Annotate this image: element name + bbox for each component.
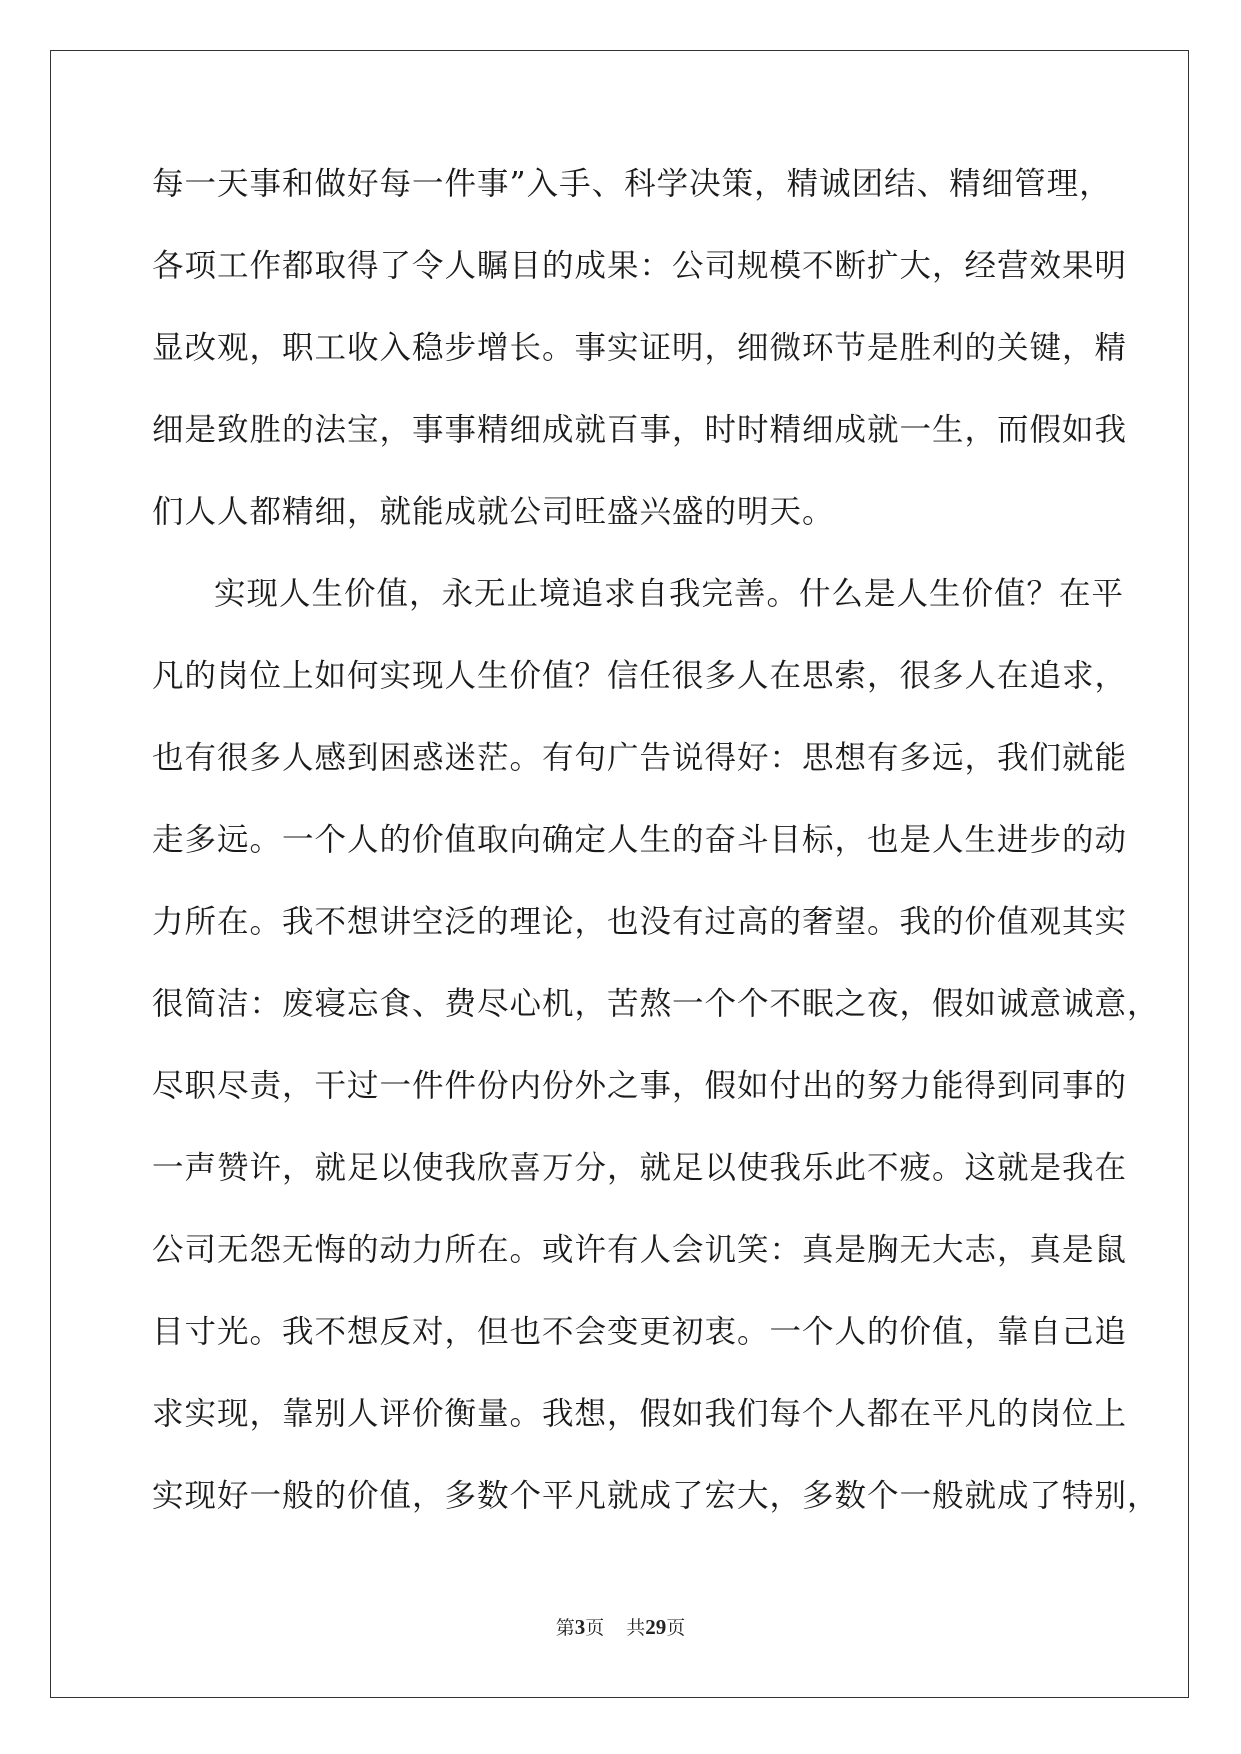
total-prefix: 共 — [626, 1617, 646, 1639]
page-suffix: 页 — [585, 1617, 605, 1639]
text-line: 们人人都精细，就能成就公司旺盛兴盛的明天。 — [152, 494, 835, 530]
body-text — [152, 162, 1160, 1556]
text-line: 各项工作都取得了令人瞩目的成果：公司规模不断扩大，经营效果明 — [152, 248, 1128, 284]
page-total: 29 — [645, 1615, 667, 1639]
text-line: 凡的岗位上如何实现人生价值？信任很多人在思索，很多人在追求， — [152, 658, 1128, 694]
text-line: 公司无怨无悔的动力所在。或许有人会讥笑：真是胸无大志，真是鼠 — [152, 1232, 1128, 1268]
text-line: 目寸光。我不想反对，但也不会变更初衷。一个人的价值，靠自己追 — [152, 1314, 1128, 1350]
page-footer — [0, 1613, 1241, 1640]
text-line: 力所在。我不想讲空泛的理论，也没有过高的奢望。我的价值观其实 — [152, 904, 1128, 940]
text-line: 细是致胜的法宝，事事精细成就百事，时时精细成就一生，而假如我 — [152, 412, 1128, 448]
page-current: 3 — [574, 1615, 586, 1639]
total-suffix: 页 — [666, 1617, 686, 1639]
text-line: 走多远。一个人的价值取向确定人生的奋斗目标，也是人生进步的动 — [152, 822, 1128, 858]
paragraph-start-line: 实现人生价值，永无止境追求自我完善。什么是人生价值？在平 — [214, 576, 1125, 612]
page-prefix: 第 — [555, 1617, 575, 1639]
text-line: 也有很多人感到困惑迷茫。有句广告说得好：思想有多远，我们就能 — [152, 740, 1128, 776]
text-line: 一声赞许，就足以使我欣喜万分，就足以使我乐此不疲。这就是我在 — [152, 1150, 1128, 1186]
text-line: 每一天事和做好每一件事”入手、科学决策，精诚团结、精细管理， — [152, 166, 1112, 202]
text-line: 尽职尽责，干过一件件份内份外之事，假如付出的努力能得到同事的 — [152, 1068, 1128, 1104]
text-line: 求实现，靠别人评价衡量。我想，假如我们每个人都在平凡的岗位上 — [152, 1396, 1128, 1432]
text-line: 实现好一般的价值，多数个平凡就成了宏大，多数个一般就成了特别， — [152, 1478, 1160, 1514]
text-line: 显改观，职工收入稳步增长。事实证明，细微环节是胜利的关键，精 — [152, 330, 1128, 366]
text-line: 很简洁：废寝忘食、费尽心机，苦熬一个个不眠之夜，假如诚意诚意， — [152, 986, 1160, 1022]
